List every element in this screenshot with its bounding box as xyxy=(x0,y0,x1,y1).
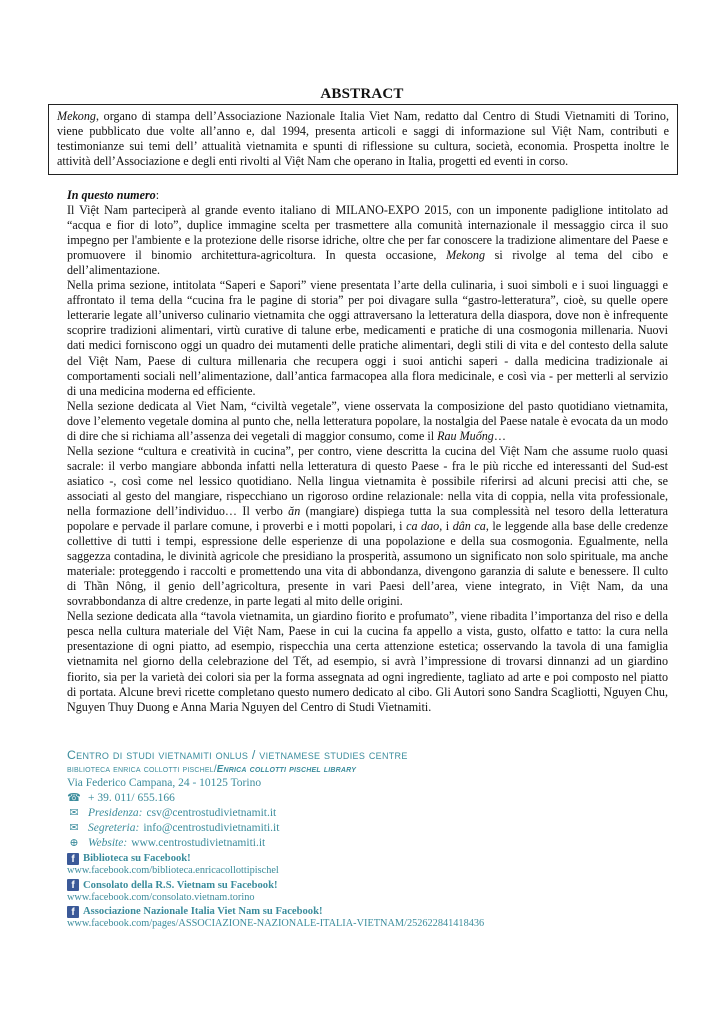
abstract-text: , organo di stampa dell’Associazione Nazionale Italia Viet Nam, redatto dal Centro di Studi Vietnamiti di Torino, viene pubblicato due volte all’anno e, dal 1994, presenta articoli e saggi di informazione sul Việt Nam, contributi e testimonianze sui temi dell’ attualità vietnamita e spunti di riflessione su cultura, società, economia. Prospetta inoltre le attività dell’Associazione e degli enti rivolti al Việt Nam che operano in Italia, progetti ed eventi in corso. xyxy=(57,109,669,169)
centre-name: Centro di studi vietnamiti onlus / vietnamese studies centre xyxy=(67,748,408,762)
website-link[interactable]: www.centrostudivietnamiti.it xyxy=(131,837,266,849)
website-line: ⊕ Website: www.centrostudivietnamiti.it xyxy=(67,836,667,851)
facebook-associazione-link[interactable]: www.facebook.com/pages/ASSOCIAZIONE-NAZIONALE-ITALIA-VIETNAM/252622841418436 xyxy=(67,918,485,929)
facebook-biblioteca-link[interactable]: www.facebook.com/biblioteca.enricacollottipischel xyxy=(67,865,279,876)
issue-heading: In questo numero xyxy=(67,188,156,202)
paragraph-tavola: Nella sezione dedicata alla “tavola vietnamita, un giardino fiorito e profumato”, viene ribadita l’importanza del riso e della pesca nella cultura materiale del Việt Nam, Paese in cui la cucina fa appello a vista, gusto, olfatto e tatto: la cura nella presentazione di ogni piatto, ad esempio, rispecchia una certa attenzione estetica; osservando la tavola di una famiglia vietnamita nel giorno della celebrazione del Tết, ad esempio, si avrà l’impressione di trovarsi dinnanzi ad un giardino fiorito, sia per la varietà dei colori sia per la forma assegnata ad ogni ingrediente, tagliato ad arte e poi composto nel piatto di portata. Alcune brevi ricette completano questo numero dedicato al cibo. Gli Autori sono Sandra Scagliotti, Nguyen Chu, Nguyen Thuy Duong e Anna Maria Nguyen del Centro di Studi Vietnamiti. xyxy=(67,609,668,714)
facebook-icon: f xyxy=(67,906,79,918)
paragraph-civilta-vegetale: Nella sezione dedicata al Viet Nam, “civiltà vegetale”, viene osservata la composizione del pasto quotidiano vietnamita, dove l’elemento vegetale domina al punto che, nella letteratura popolare, la nostalgia del Paese natale è evocata da un modo di dire che si richiama all’assenza dei vegetali di maggior consumo, come il Rau Muống… xyxy=(67,398,668,443)
issue-section: In questo numero: Il Việt Nam parteciperà al grande evento italiano di MILANO-EXPO 2015, con un imponente padiglione intitolato ad “acqua e fior di loto”, duplice immagine scelta per trasmettere alla comunità internazionale il messaggio circa il suo impegno per l'ambiente e la protezione delle risorse idriche, oltre che per far conoscere la tradizione alimentare del Paese e promuovere il binomio architettura-agricoltura. In questa occasione, Mekong si rivolge al tema del cibo e dell’alimentazione. Nella prima sezione, intitolata “Saperi e Sapori” viene presentata l’arte della culinaria, i suoi simboli e i suoi linguaggi e affrontato il tema della “cucina fra le pagine di storia” per poi divagare sulla “gastro-letteratura”, cioè, su quelle opere letterarie legate all’universo culinario vietnamita che oggi attraversano la letteratura della diaspora, dove non è infrequente scoprire tradizioni alimentari, virtù curative di talune erbe, medicamenti e pratiche di una cosmogonia millenaria. Nuovi dati medici forniscono oggi un quadro dei mutamenti delle pratiche alimentari, degli stili di vita e del contesto della salute del Việt Nam, Paese di cultura millenaria che recupera oggi i suoi antichi saperi - dalla medicina tradizionale ai comportamenti sociali nell’alimentazione, dall’antica farmacopea alla flora medicinale, e così via - per metterli al servizio di una medicina moderna ed efficiente. Nella sezione dedicata al Viet Nam, “civiltà vegetale”, viene osservata la composizione del pasto quotidiano vietnamita, dove l’elemento vegetale domina al punto che, nella letteratura popolare, la nostalgia del Paese natale è evocata da un modo di dire che si richiama all’assenza dei vegetali di maggior consumo, come il Rau Muống… Nella sezione “cultura e creatività in cucina”, per contro, viene descritta la cucina del Việt Nam che assume ruolo quasi sacrale: il verbo mangiare abbonda infatti nella letteratura di questo Paese - fra le più ricche ed interessanti del Sud-est asiatico -, così come nel lessico quotidiano. Nella lingua vietnamita è possibile riferirsi ad alcuni precisi atti che, se associati al gesto del mangiare, rispecchiano un rigoroso ordine relazionale: nella vita di coppia, nella vita professionale, nella formazione dell’individuo… Il verbo ăn (mangiare) dispiega tutta la sua complessità nel tesoro della letteratura popolare e pervade il parlare comune, i proverbi e i motti popolari, i ca dao, i dân ca, le leggende alla base delle credenze collettive di tutti i tempi, espressione delle esperienze di una popolazione e della sua cosmogonia. Egualmente, nella saggezza contadina, le divinità agricole che presidiano la prosperità, assumono un significato non solo spirituale, ma anche materiale: proteggendo i raccolti e promettendo una vita di abbondanza, divengono garanzia di salute e benessere. Il culto di Thần Nông, il genio dell’agricoltura, presente in vari Paesi dell’area, viene integrato, in Việt Nam, da una sovrabbondanza di altre credenze, in parte legati al mito delle origini. Nella sezione dedicata alla “tavola vietnamita, un giardino fiorito e profumato”, viene ribadita l’importanza del riso e della pesca nella cultura materiale del Việt Nam, Paese in cui la cucina fa appello a vista, gusto, olfatto e tatto: la cura nella presentazione di ogni piatto, ad esempio, rispecchia una certa attenzione estetica; osservando la tavola di una famiglia vietnamita nel giorno della celebrazione del Tết, ad esempio, si avrà l’impressione di trovarsi dinnanzi ad un giardino fiorito, sia per la varietà dei colori sia per la forma assegnata ad ogni ingrediente, tagliato ad arte e poi composto nel piatto di portata. Alcune brevi ricette completano questo numero dedicato al cibo. Gli Autori sono Sandra Scagliotti, Nguyen Chu, Nguyen Thuy Duong e Anna Maria Nguyen del Centro di Studi Vietnamiti. xyxy=(67,188,668,714)
segreteria-line: ✉ Segreteria: info@centrostudivietnamiti.it xyxy=(67,821,667,836)
facebook-icon: f xyxy=(67,879,79,891)
page-title: ABSTRACT xyxy=(320,86,404,102)
facebook-consolato-link[interactable]: www.facebook.com/consolato.vietnam.torino xyxy=(67,891,255,903)
facebook-icon: f xyxy=(67,853,79,865)
paragraph-expo: Il Việt Nam parteciperà al grande evento italiano di MILANO-EXPO 2015, con un imponente padiglione intitolato ad “acqua e fior di loto”, duplice immagine scelta per trasmettere alla comunità internazionale il messaggio circa il suo impegno per l'ambiente e la protezione delle risorse idriche, oltre che per far conoscere la tradizione alimentare del Paese e promuovere il binomio architettura-agricoltura. In questa occasione, Mekong si rivolge al tema del cibo e dell’alimentazione. xyxy=(67,203,668,278)
facebook-associazione: f Associazione Nazionale Italia Viet Nam su Facebook! xyxy=(67,905,667,918)
magazine-name: Mekong xyxy=(57,109,96,123)
contacts-block xyxy=(67,748,667,931)
abstract-box xyxy=(48,104,678,175)
library-name: biblioteca enrica collotti pischel/Enrica collotti pischel library xyxy=(67,764,357,775)
facebook-biblioteca: f Biblioteca su Facebook! xyxy=(67,852,667,865)
globe-icon: ⊕ xyxy=(69,837,79,849)
phone-line xyxy=(67,791,667,806)
segreteria-email[interactable]: info@centrostudivietnamiti.it xyxy=(143,822,280,834)
paragraph-cultura: Nella sezione “cultura e creatività in cucina”, per contro, viene descritta la cucina del Việt Nam che assume ruolo quasi sacrale: il verbo mangiare abbonda infatti nella letteratura di questo Paese - fra le più ricche ed interessanti del Sud-est asiatico -, così come nel lessico quotidiano. Nella lingua vietnamita è possibile riferirsi ad alcuni precisi atti che, se associati al gesto del mangiare, rispecchiano un rigoroso ordine relazionale: nella vita di coppia, nella vita professionale, nella formazione dell’individuo… Il verbo ăn (mangiare) dispiega tutta la sua complessità nel tesoro della letteratura popolare e pervade il parlare comune, i proverbi e i motti popolari, i ca dao, i dân ca, le leggende alla base delle credenze collettive di tutti i tempi, espressione delle esperienze di una popolazione e della sua cosmogonia. Egualmente, nella saggezza contadina, le divinità agricole che presidiano la prosperità, assumono un significato non solo spirituale, ma anche materiale: proteggendo i raccolti e promettendo una vita di abbondanza, divengono garanzia di salute e benessere. Il culto di Thần Nông, il genio dell’agricoltura, presente in vari Paesi dell’area, viene integrato, in Việt Nam, da una sovrabbondanza di altre credenze, in parte legati al mito delle origini. xyxy=(67,443,668,609)
presidenza-email[interactable]: csv@centrostudivietnamit.it xyxy=(146,807,277,819)
presidenza-line: ✉ Presidenza: csv@centrostudivietnamit.it xyxy=(67,806,667,821)
envelope-icon: ✉ xyxy=(69,822,79,834)
envelope-icon: ✉ xyxy=(69,807,79,819)
paragraph-saperi: Nella prima sezione, intitolata “Saperi e Sapori” viene presentata l’arte della culinaria, i suoi simboli e i suoi linguaggi e affrontato il tema della “cucina fra le pagine di storia” per poi divagare sulla “gastro-letteratura”, cioè, su quelle opere letterarie legate all’universo culinario vietnamita che oggi attraversano la letteratura della diaspora, dove non è infrequente scoprire tradizioni alimentari, virtù curative di talune erbe, medicamenti e pratiche di una cosmogonia millenaria. Nuovi dati medici forniscono oggi un quadro dei mutamenti delle pratiche alimentari, degli stili di vita e del contesto della salute del Việt Nam, Paese di cultura millenaria che recupera oggi i suoi antichi saperi - dalla medicina tradizionale ai comportamenti sociali nell’alimentazione, dall’antica farmacopea alla flora medicinale, e così via - per metterli al servizio di una medicina moderna ed efficiente. xyxy=(67,278,668,398)
facebook-consolato: f Consolato della R.S. Vietnam su Facebook! xyxy=(67,879,667,892)
phone-icon: ☎ xyxy=(67,792,81,804)
address: Via Federico Campana, 24 - 10125 Torino xyxy=(67,777,262,789)
phone-number: + 39. 011/ 655.166 xyxy=(88,792,175,804)
